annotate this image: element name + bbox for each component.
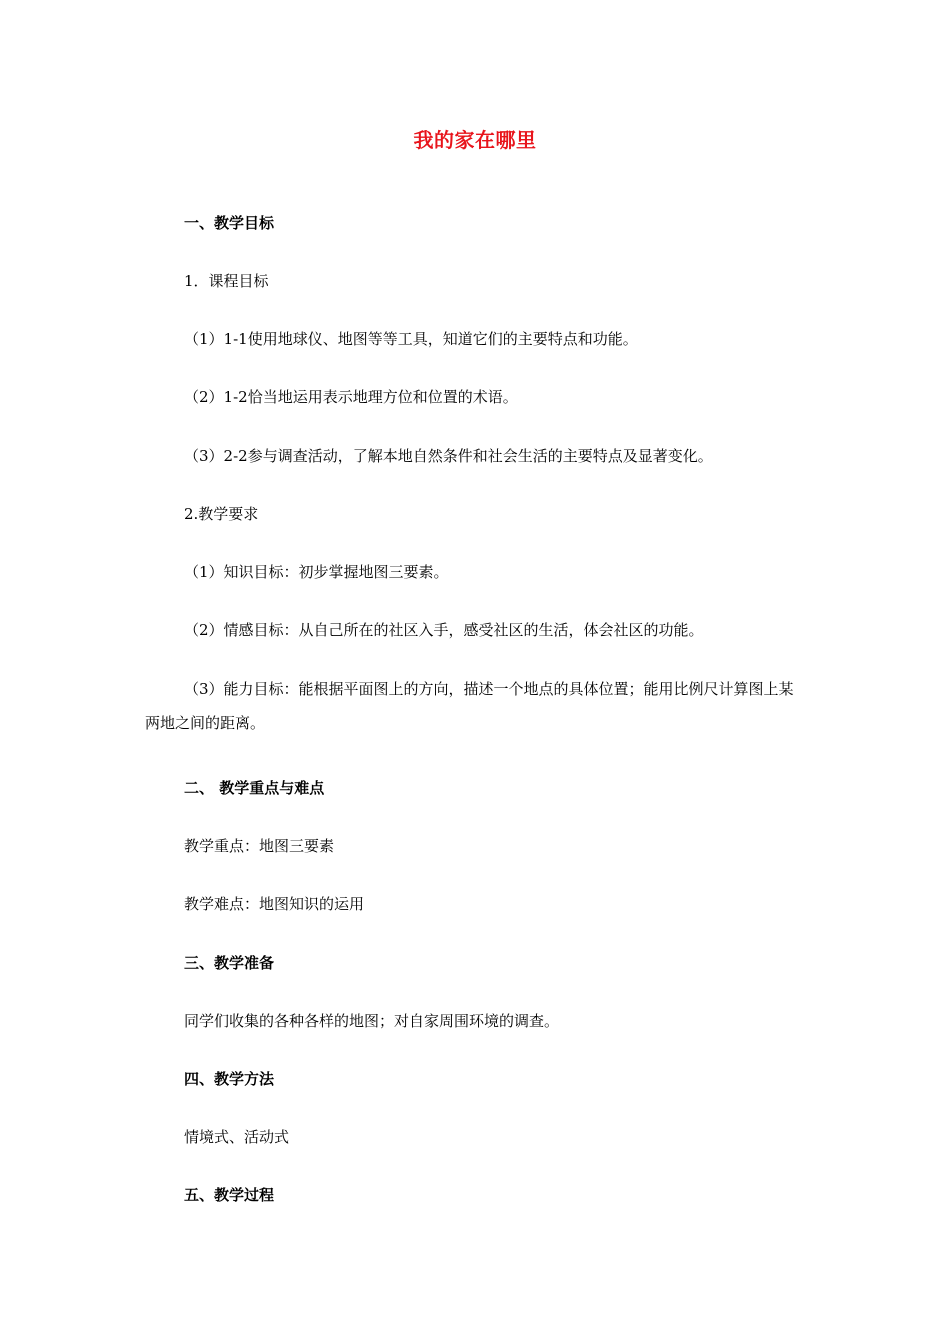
difficulty-text: 教学难点：地图知识的运用	[184, 895, 365, 913]
section-heading-preparation: 三、教学准备	[184, 954, 275, 972]
key-point-text: 教学重点：地图三要素	[184, 837, 335, 855]
objective-item-3: （3）2-2参与调查活动，了解本地自然条件和社会生活的主要特点及显著变化。	[184, 447, 713, 465]
objective-item-2: （2）1-2恰当地运用表示地理方位和位置的术语。	[184, 388, 518, 406]
subheading-teaching-requirements: 2.教学要求	[184, 505, 259, 523]
section-heading-key-points: 二、 教学重点与难点	[184, 779, 325, 797]
requirement-emotion: （2）情感目标：从自己所在的社区入手，感受社区的生活，体会社区的功能。	[184, 621, 704, 639]
document-title: 我的家在哪里	[413, 128, 537, 152]
requirement-ability: （3）能力目标：能根据平面图上的方向，描述一个地点的具体位置；能用比例尺计算图上某两地之间的距离。	[145, 680, 794, 732]
subheading-course-objectives: 1．课程目标	[184, 272, 269, 290]
methods-text: 情境式、活动式	[184, 1128, 290, 1146]
requirement-knowledge: （1）知识目标：初步掌握地图三要素。	[184, 563, 449, 581]
section-heading-process: 五、教学过程	[184, 1186, 275, 1204]
section-heading-objectives: 一、教学目标	[184, 214, 275, 232]
objective-item-1: （1）1-1使用地球仪、地图等等工具，知道它们的主要特点和功能。	[184, 330, 638, 348]
section-heading-methods: 四、教学方法	[184, 1070, 275, 1088]
preparation-text: 同学们收集的各种各样的地图；对自家周围环境的调查。	[184, 1012, 560, 1030]
